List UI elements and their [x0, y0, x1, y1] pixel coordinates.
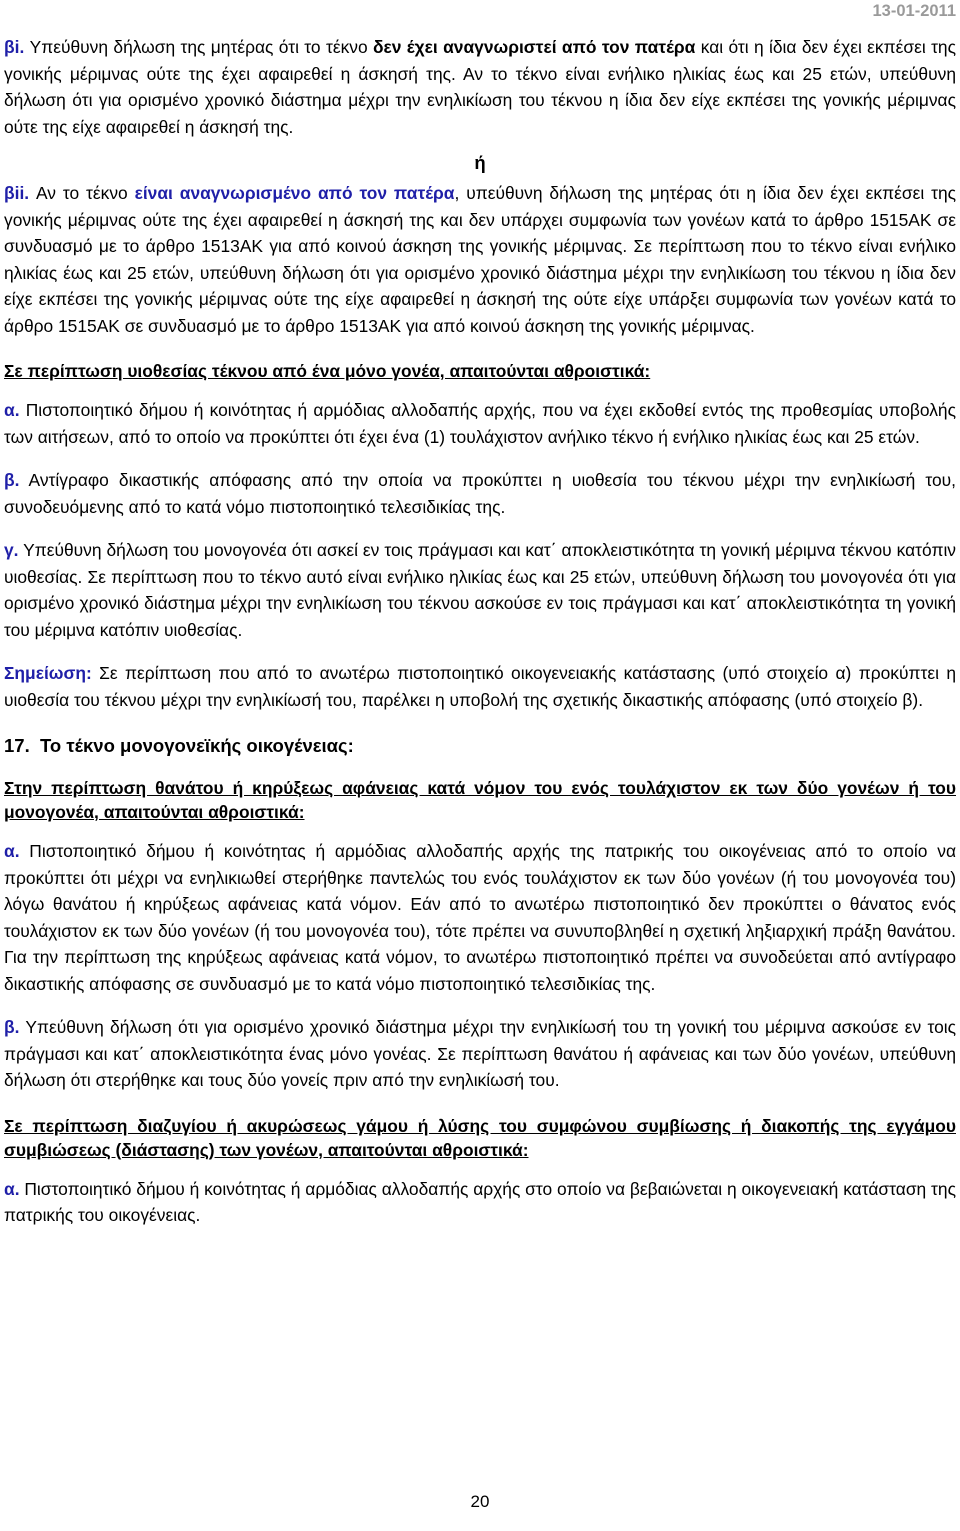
adoption-a-text: Πιστοποιητικό δήμου ή κοινότητας ή αρμόδιας αλλοδαπής αρχής, που να έχει εκδοθεί εντός της προθεσμίας υποβολής των αιτήσεων, από το οποίο να προκύπτει ότι έχει ένα (1) τουλάχιστον ανήλικο τέκνο ή ενήλικο ηλικίας έως και 25 ετών.	[4, 400, 956, 447]
divorce-a-text: Πιστοποιητικό δήμου ή κοινότητας ή αρμόδιας αλλοδαπής αρχής στο οποίο να βεβαιώνεται η οικογενειακή κατάσταση της πατρικής του οικογένειας.	[4, 1178, 956, 1225]
or-separator: ή	[474, 152, 486, 173]
s17-b-label: β.	[4, 1017, 20, 1037]
adoption-item-b	[4, 467, 956, 520]
section-17-title	[4, 733, 956, 759]
divorce-heading: Σε περίπτωση διαζυγίου ή ακυρώσεως γάμου ή λύσης του συμφώνου συμβίωσης ή διακοπής της εγγάμου συμβιώσεως (διάστασης) των γονέων, απαιτούνται αθροιστικά:	[4, 1115, 956, 1160]
paragraph-bi	[4, 34, 956, 140]
note-text: Σε περίπτωση που από το ανωτέρω πιστοποιητικό οικογενειακής κατάστασης (υπό στοιχείο α) προκύπτει η υιοθεσία του τέκνου μέχρι την ενηλικίωσή του, παρέλκει η υποβολή της σχετικής δικαστικής απόφασης (υπό στοιχείο β).	[4, 663, 956, 710]
bii-bold: είναι αναγνωρισμένο από τον πατέρα	[134, 183, 455, 203]
adoption-b-text: Αντίγραφο δικαστικής απόφασης από την οποία να προκύπτει η υιοθεσία του τέκνου μέχρι την ενηλικίωσή του, συνοδευόμενης από το κατά νόμο πιστοποιητικό τελεσιδικίας της.	[4, 470, 956, 517]
adoption-item-a	[4, 397, 956, 450]
bii-text-1: Αν το τέκνο	[29, 183, 135, 203]
adoption-c-text: Υπεύθυνη δήλωση του μονογονέα ότι ασκεί εν τοις πράγμασι και κατ΄ αποκλειστικότητα τη γονική μέριμνα τέκνου κατόπιν υιοθεσίας. Σε περίπτωση που το τέκνο αυτό είναι ενήλικο ηλικίας έως και 25 ετών, υπεύθυνη δήλωση του μονογονέα ότι για ορισμένο χρονικό διάστημα μέχρι την ενηλικίωση του τέκνου ασκούσε εν τοις πράγμασι και κατ΄ αποκλειστικότητα τη γονική του μέριμνα κατόπιν υιοθεσίας.	[4, 540, 956, 640]
divorce-a-label: α.	[4, 1178, 20, 1199]
bi-label: βi.	[4, 37, 25, 57]
page-content	[4, 34, 956, 1229]
note-label: Σημείωση:	[4, 663, 92, 683]
header-date: 13-01-2011	[872, 2, 956, 20]
adoption-c-label: γ.	[4, 540, 19, 560]
adoption-a-label: α.	[4, 400, 20, 420]
adoption-item-c	[4, 537, 956, 643]
s17-a-label: α.	[4, 841, 20, 861]
bi-text-2: και ότι η ίδια δεν έχει εκπέσει της γονικής μέριμνας ούτε της έχει αφαιρεθεί η άσκησή της. Αν το τέκνο είναι ενήλικο ηλικίας έως και 25 ετών, υπεύθυνη δήλωση ότι για ορισμένο χρονικό διάστημα μέχρι την ενηλικίωση του τέκνου η ίδια δεν είχε εκπέσει της γονικής μέριμνας ούτε της είχε αφαιρεθεί η άσκησή της.	[4, 37, 956, 137]
bi-text-1: Υπεύθυνη δήλωση της μητέρας ότι το τέκνο	[24, 37, 373, 57]
bii-label: βii.	[4, 183, 30, 203]
section-17-item-a	[4, 838, 956, 997]
page-number: 20	[470, 1492, 490, 1511]
paragraph-bii	[4, 180, 956, 339]
s17-a-text: Πιστοποιητικό δήμου ή κοινότητας ή αρμόδιας αλλοδαπής αρχής της πατρικής του οικογένειας από το οποίο να προκύπτει ότι μέχρι να ενηλικιωθεί στερήθηκε παντελώς του ενός τουλάχιστον εκ των δύο γονέων (ή του μονογονέα του) λόγω θανάτου ή κηρύξεως αφάνειας κατά νόμον. Εάν από το ανωτέρω πιστοποιητικό δεν προκύπτει ο θάνατος ενός τουλάχιστον εκ των δύο γονέων (ή του μονογονέα του), τότε πρέπει να συνυποβληθεί η σχετική ληξιαρχική πράξη θανάτου. Για την περίπτωση της κηρύξεως αφάνειας κατά νόμον, το ανωτέρω πιστοποιητικό πρέπει να συνοδεύεται από αντίγραφο δικαστικής απόφασης σε συνδυασμό με το κατά νόμο πιστοποιητικό τελεσιδικίας της.	[4, 841, 956, 994]
adoption-note	[4, 660, 956, 713]
section-17-number: 17.	[4, 735, 30, 756]
divorce-item-a	[4, 1176, 956, 1229]
bii-text-2: , υπεύθυνη δήλωση της μητέρας ότι η ίδια δεν έχει εκπέσει της γονικής μέριμνας ούτε της έχει αφαιρεθεί η άσκησή της και δεν υπάρχει συμφωνία των γονέων κατά το άρθρο 1515ΑΚ σε συνδυασμό με το άρθρο 1513ΑΚ για από κοινού άσκηση της γονικής μέριμνας. Σε περίπτωση που το τέκνο είναι ενήλικο ηλικίας έως και 25 ετών, υπεύθυνη δήλωση ότι για ορισμένο χρονικό διάστημα μέχρι την ενηλικίωση του τέκνου η ίδια δεν είχε εκπέσει της γονικής μέριμνας ούτε της είχε αφαιρεθεί η άσκησή της ούτε είχε υπάρξει συμφωνία των γονέων κατά το άρθρο 1515ΑΚ σε συνδυασμό με το άρθρο 1513ΑΚ για από κοινού άσκηση της γονικής μέριμνας.	[4, 183, 957, 336]
adoption-b-label: β.	[4, 470, 20, 490]
section-17-item-b	[4, 1014, 956, 1094]
section-17-title-text: Το τέκνο μονογονεϊκής οικογένειας:	[40, 735, 354, 756]
s17-b-text: Υπεύθυνη δήλωση ότι για ορισμένο χρονικό διάστημα μέχρι την ενηλικίωσή του τη γονική του μέριμνα ασκούσε εν τοις πράγμασι και κατ΄ αποκλειστικότητα ένας μόνο γονέας. Σε περίπτωση θανάτου ή αφάνειας και των δύο γονέων, υπεύθυνη δήλωση ότι στερήθηκε και τους δύο γονείς πριν από την ενηλικίωσή του.	[4, 1017, 956, 1090]
bi-bold: δεν έχει αναγνωριστεί από τον πατέρα	[372, 37, 696, 57]
adoption-heading: Σε περίπτωση υιοθεσίας τέκνου από ένα μόνο γονέα, απαιτούνται αθροιστικά:	[4, 361, 651, 381]
section-17-heading: Στην περίπτωση θανάτου ή κηρύξεως αφάνειας κατά νόμον του ενός τουλάχιστον εκ των δύο γονέων ή του μονογονέα, απαιτούνται αθροιστικά:	[4, 778, 956, 822]
